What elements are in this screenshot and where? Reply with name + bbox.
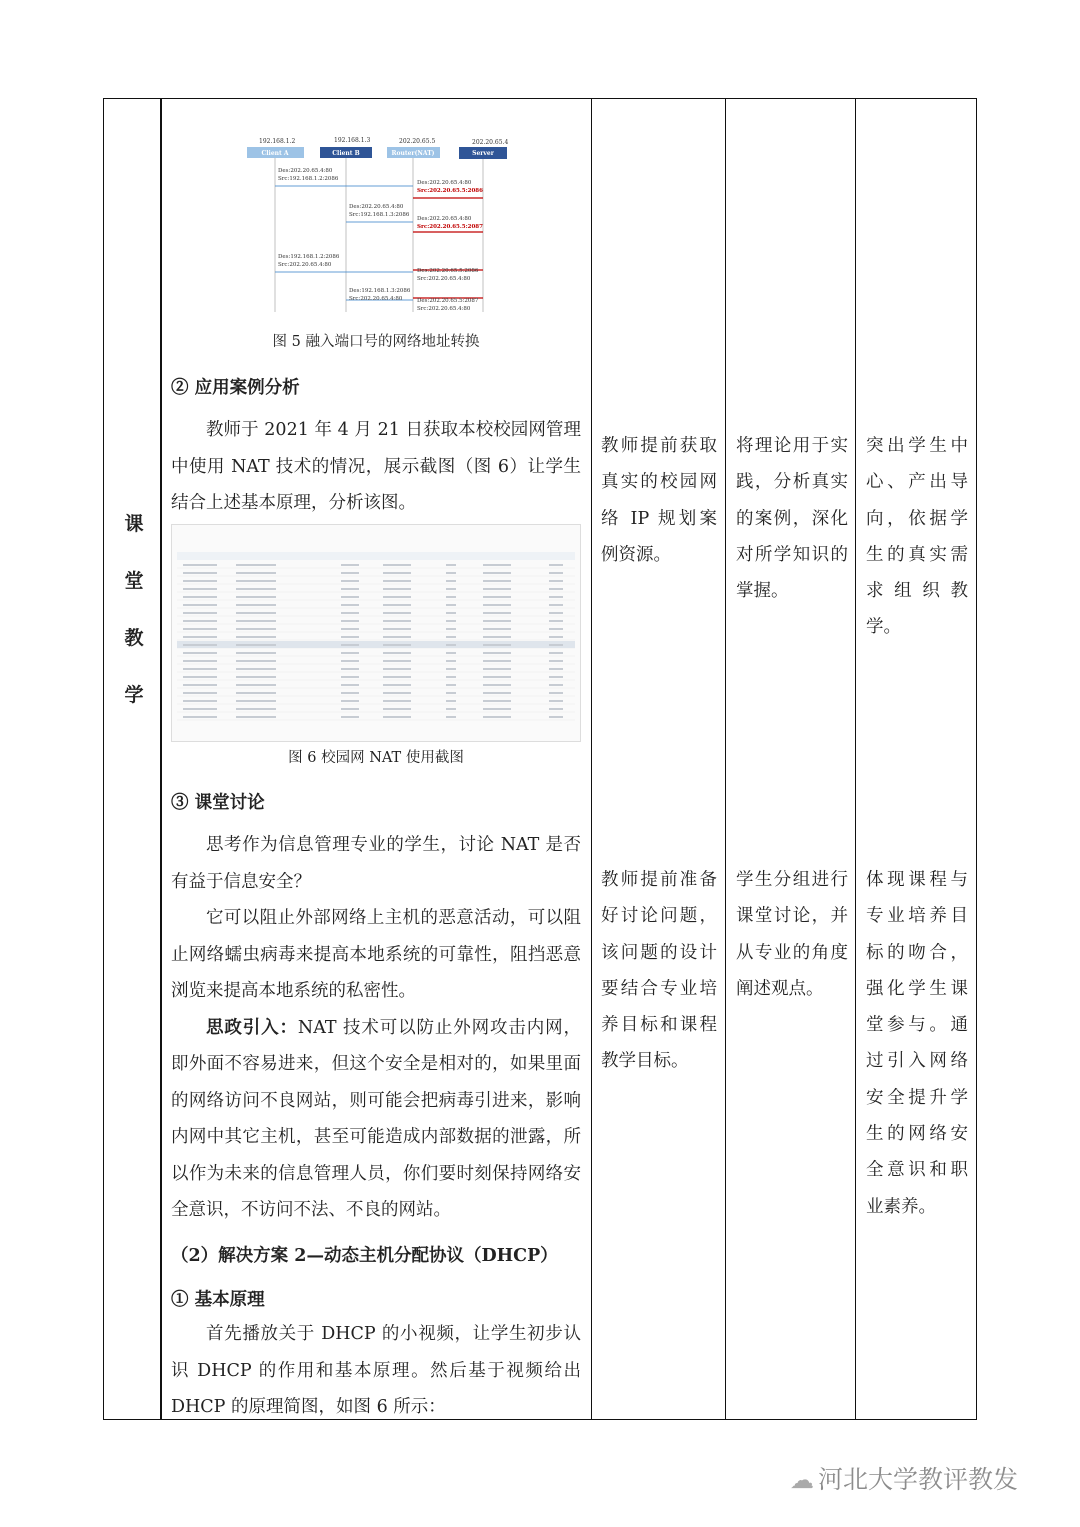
message: Des:202.20.65.4:80 — [417, 216, 472, 222]
side-char: 教 — [124, 627, 144, 649]
col2-block2: 教师提前准备好讨论问题，该问题的设计要结合专业培养目标和课程教学目标。 — [601, 870, 717, 1072]
ideology-text: NAT 技术可以防止外网攻击内网，即外面不容易进来，但这个安全是相对的，如果里面的网络访问不良网站，则可能会把病毒引进来，影响内网中其它主机，甚至可能造成内部数据的泄露，所以作为未来的信息管理人员，你们要时刻保持网络安全意识，不访问不法、不良的网站。 — [171, 1017, 582, 1220]
sec4-para: 首先播放关于 DHCP 的小视频，让学生初步认识 DHCP 的作用和基本原理。然后基于视频给出 DHCP 的原理简图，如图 6 所示： — [171, 1324, 581, 1417]
message: Src:202.20.65.5:2086 — [417, 188, 483, 194]
message: Des:192.168.1.3:2086 — [349, 288, 411, 294]
divider — [855, 98, 856, 1420]
col4-block1: 突出学生中心、产出导向，依据学生的真实需求组织教学。 — [866, 436, 968, 638]
side-char: 学 — [124, 684, 144, 706]
node-name: Server — [472, 150, 494, 157]
message: Src:202.20.65.4:80 — [349, 296, 403, 302]
message: Des:192.168.1.2:2086 — [278, 254, 340, 260]
fig6-caption: 图 6 校园网 NAT 使用截图 — [288, 750, 464, 766]
message: Src:192.168.1.2:2086 — [278, 176, 339, 182]
ideology-label: 思政引入： — [206, 1017, 298, 1038]
sec4-subtitle: ① 基本原理 — [171, 1290, 265, 1310]
sec2-title: ② 应用案例分析 — [171, 378, 300, 398]
lesson-table — [103, 98, 977, 1420]
message: Src:202.20.65.4:80 — [417, 306, 471, 312]
fig5-caption: 图 5 融入端口号的网络地址转换 — [272, 334, 480, 350]
message: Des:202.20.65.4:80 — [278, 168, 333, 174]
sec2-para: 教师于 2021 年 4 月 21 日获取本校校园网管理中使用 NAT 技术的情况，展示截图（图 6）让学生结合上述基本原理，分析该图。 — [171, 420, 581, 513]
node-ip: 192.168.1.3 — [334, 137, 371, 144]
sec3-para1: 思考作为信息管理专业的学生，讨论 NAT 是否有益于信息安全？ — [171, 835, 581, 892]
divider — [160, 98, 162, 1420]
watermark — [790, 1460, 1018, 1496]
divider — [591, 98, 592, 1420]
campus-nat-screenshot — [171, 524, 581, 742]
sec3-body — [171, 827, 581, 1229]
col3-block2: 学生分组进行课堂讨论，并从专业的角度阐述观点。 — [736, 870, 848, 999]
message: Des:202.20.65.5:2087 — [417, 298, 479, 304]
message: Src:202.20.65.4:80 — [417, 276, 471, 282]
node-ip: 192.168.1.2 — [259, 138, 296, 145]
col4-block2: 体现课程与专业培养目标的吻合，强化学生课堂参与。通过引入网络安全提升学生的网络安全意识和职业素养。 — [866, 870, 968, 1217]
message: Des:202.20.65.4:80 — [349, 204, 404, 210]
message: Des:202.20.65.4:80 — [417, 180, 472, 186]
side-char: 课 — [124, 513, 144, 535]
watermark-text: 河北大学教评教发 — [818, 1465, 1019, 1494]
node-name: Client B — [332, 150, 360, 157]
sec3-title: ③ 课堂讨论 — [171, 793, 265, 813]
side-label — [121, 496, 147, 724]
col3-block1: 将理论用于实践，分析真实的案例，深化对所学知识的掌握。 — [736, 436, 848, 602]
message: Src:192.168.1.3:2086 — [349, 212, 410, 218]
sec4-title: （2）解决方案 2—动态主机分配协议（DHCP） — [171, 1246, 558, 1266]
message: Src:202.20.65.5:2087 — [417, 224, 483, 230]
side-char: 堂 — [124, 570, 144, 592]
sec3-para2: 它可以阻止外部网络上主机的恶意活动，可以阻止网络蠕虫病毒来提高本地系统的可靠性，阻挡恶意浏览来提高本地系统的私密性。 — [171, 908, 581, 1001]
wechat-icon: ☁ — [790, 1466, 814, 1494]
message: Des:202.20.65.5:2086 — [417, 268, 479, 274]
node-name: Client A — [261, 150, 289, 157]
sec3-para3 — [171, 1010, 581, 1229]
node-ip: 202.20.65.4 — [472, 139, 509, 146]
divider — [725, 98, 726, 1420]
node-ip: 202.20.65.5 — [399, 138, 436, 145]
col2-block1: 教师提前获取真实的校园网络 IP 规划案例资源。 — [601, 436, 717, 565]
message: Src:202.20.65.4:80 — [278, 262, 332, 268]
nat-port-diagram — [247, 134, 517, 314]
node-name: Router(NAT) — [391, 150, 435, 157]
